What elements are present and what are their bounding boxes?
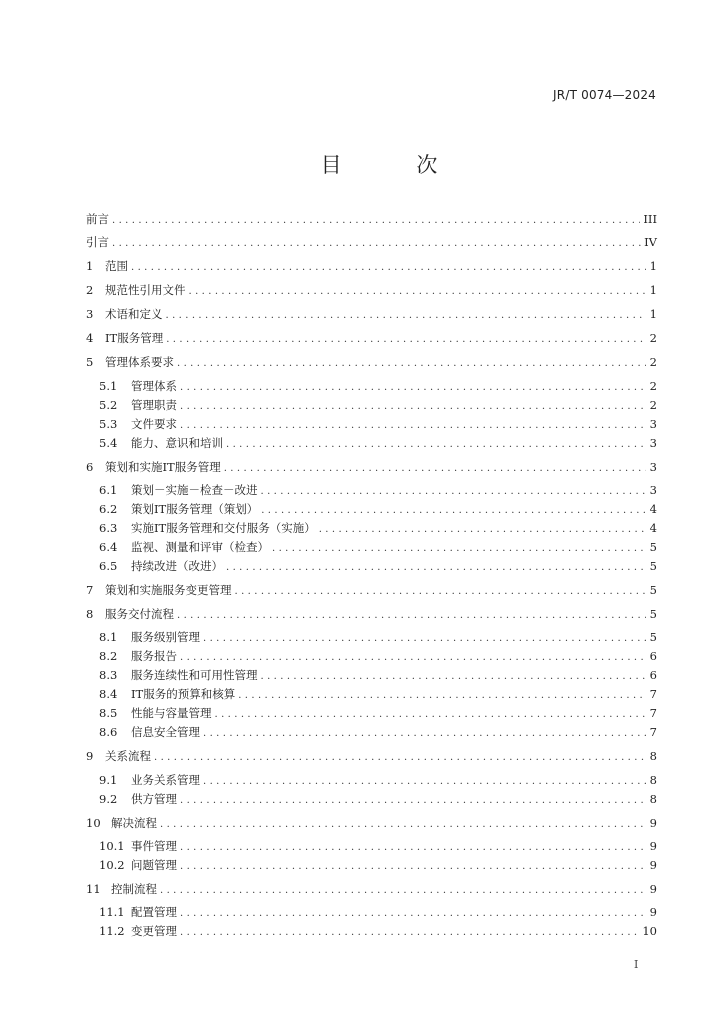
toc-entry-label: 引言 <box>86 235 109 249</box>
toc-entry-number: 10 <box>86 816 101 830</box>
toc-entry-number: 9.1 <box>99 773 118 787</box>
toc-entry[interactable] <box>99 771 657 789</box>
toc-entry-number: 5.3 <box>99 417 118 431</box>
page-number: I <box>634 958 639 971</box>
toc-entry[interactable] <box>99 557 657 575</box>
toc-entry-number: 8.5 <box>99 706 118 720</box>
toc-entry[interactable] <box>99 628 657 646</box>
toc-entry[interactable] <box>86 329 657 347</box>
toc-leader-dots <box>180 400 646 414</box>
toc-entry-number: 6.1 <box>99 483 118 497</box>
toc-entry-page: 4 <box>649 502 657 516</box>
toc-leader-dots <box>177 357 646 371</box>
toc-leader-dots <box>131 261 646 275</box>
toc-entry-label: IT服务管理 <box>105 331 164 345</box>
toc-entry-label: 服务级别管理 <box>131 630 200 644</box>
toc-leader-dots <box>203 632 646 646</box>
toc-entry-page: 5 <box>649 540 657 554</box>
toc-leader-dots <box>189 285 647 299</box>
toc-entry[interactable] <box>86 281 657 299</box>
toc-entry-page: 5 <box>649 607 657 621</box>
toc-entry[interactable] <box>99 434 657 452</box>
toc-entry-label: 供方管理 <box>131 792 177 806</box>
toc-entry-label: 信息安全管理 <box>131 725 200 739</box>
toc-entry-label: 服务连续性和可用性管理 <box>131 668 258 682</box>
toc-leader-dots <box>261 485 647 499</box>
toc-entry[interactable] <box>86 605 657 623</box>
toc-entry-label: 管理体系 <box>131 379 177 393</box>
toc-entry-page: 2 <box>649 398 657 412</box>
toc-entry-label: 性能与容量管理 <box>131 706 212 720</box>
toc-leader-dots <box>180 651 646 665</box>
toc-leader-dots <box>180 907 646 921</box>
toc-entry-page: 5 <box>649 630 657 644</box>
toc-entry[interactable] <box>99 481 657 499</box>
toc-entry-page: 6 <box>649 668 657 682</box>
toc-leader-dots <box>203 727 646 741</box>
toc-entry[interactable] <box>99 704 657 722</box>
toc-entry-page: IV <box>644 235 657 249</box>
toc-entry[interactable] <box>86 257 657 275</box>
toc-entry[interactable] <box>86 880 657 898</box>
toc-entry-label: 文件要求 <box>131 417 177 431</box>
toc-entry-label: 策划和实施服务变更管理 <box>105 583 232 597</box>
toc-entry-page: 9 <box>649 858 657 872</box>
toc-entry[interactable] <box>86 747 657 765</box>
toc-leader-dots <box>166 333 646 347</box>
toc-leader-dots <box>261 670 647 684</box>
toc-entry-number: 3 <box>86 307 94 321</box>
toc-entry[interactable] <box>99 685 657 703</box>
toc-leader-dots <box>238 689 646 703</box>
toc-entry-label: 配置管理 <box>131 905 177 919</box>
toc-entry-number: 8.3 <box>99 668 118 682</box>
toc-entry-page: 9 <box>649 882 657 896</box>
toc-leader-dots <box>319 523 646 537</box>
toc-entry-page: III <box>643 212 657 226</box>
toc-entry-label: 术语和定义 <box>105 307 163 321</box>
toc-entry-label: 服务交付流程 <box>105 607 174 621</box>
toc-entry[interactable] <box>99 538 657 556</box>
toc-entry-label: 服务报告 <box>131 649 177 663</box>
toc-entry-label: 能力、意识和培训 <box>131 436 223 450</box>
toc-entry-number: 8.4 <box>99 687 118 701</box>
toc-leader-dots <box>160 884 646 898</box>
toc-entry-label: 控制流程 <box>111 882 157 896</box>
toc-entry-number: 2 <box>86 283 94 297</box>
standard-code: JR/T 0074—2024 <box>553 88 656 102</box>
toc-entry[interactable] <box>99 790 657 808</box>
toc-entry-page: 2 <box>649 355 657 369</box>
toc-entry[interactable] <box>99 837 657 855</box>
toc-entry-page: 2 <box>649 379 657 393</box>
toc-entry-number: 6.3 <box>99 521 118 535</box>
toc-entry-label: 监视、测量和评审（检查） <box>131 540 269 554</box>
toc-entry-label: 规范性引用文件 <box>105 283 186 297</box>
toc-entry-page: 2 <box>649 331 657 345</box>
toc-leader-dots <box>180 926 639 940</box>
toc-entry-page: 8 <box>649 749 657 763</box>
toc-entry-number: 8 <box>86 607 94 621</box>
toc-entry[interactable] <box>99 647 657 665</box>
toc-entry-page: 9 <box>649 839 657 853</box>
toc-entry-label: 问题管理 <box>131 858 177 872</box>
toc-entry[interactable] <box>99 723 657 741</box>
toc-entry[interactable] <box>86 305 657 323</box>
toc-entry-number: 11.1 <box>99 905 125 919</box>
toc-entry-label: 管理体系要求 <box>105 355 174 369</box>
toc-entry[interactable] <box>99 856 657 874</box>
toc-entry-page: 9 <box>649 816 657 830</box>
toc-entry-number: 5.2 <box>99 398 118 412</box>
toc-entry-number: 5 <box>86 355 94 369</box>
toc-leader-dots <box>180 841 646 855</box>
toc-leader-dots <box>180 860 646 874</box>
toc-leader-dots <box>261 504 646 518</box>
toc-entry-label: 策划IT服务管理（策划） <box>131 502 259 516</box>
toc-entry[interactable] <box>99 903 657 921</box>
toc-entry[interactable] <box>86 458 657 476</box>
toc-entry-number: 6.5 <box>99 559 118 573</box>
toc-entry-number: 6.2 <box>99 502 118 516</box>
toc-entry-label: 实施IT服务管理和交付服务（实施） <box>131 521 316 535</box>
toc-leader-dots <box>112 237 641 251</box>
toc-entry-label: 管理职责 <box>131 398 177 412</box>
toc-entry[interactable] <box>86 353 657 371</box>
toc-entry-label: 前言 <box>86 212 109 226</box>
toc-entry-number: 10.2 <box>99 858 125 872</box>
toc-entry-page: 1 <box>649 283 657 297</box>
toc-entry[interactable] <box>99 415 657 433</box>
toc-entry-page: 7 <box>649 687 657 701</box>
toc-leader-dots <box>226 438 646 452</box>
toc-entry[interactable] <box>86 814 657 832</box>
toc-entry-page: 5 <box>649 583 657 597</box>
toc-leader-dots <box>112 214 640 228</box>
toc-entry-number: 10.1 <box>99 839 125 853</box>
toc-entry-number: 11 <box>86 882 101 896</box>
toc-leader-dots <box>154 751 646 765</box>
toc-leader-dots <box>226 561 646 575</box>
toc-entry[interactable] <box>99 377 657 395</box>
toc-entry[interactable] <box>86 581 657 599</box>
toc-entry[interactable] <box>99 396 657 414</box>
toc-leader-dots <box>180 381 646 395</box>
toc-leader-dots <box>215 708 647 722</box>
toc-entry-page: 7 <box>649 706 657 720</box>
toc-entry-label: 关系流程 <box>105 749 151 763</box>
toc-entry-label: 事件管理 <box>131 839 177 853</box>
toc-entry-number: 5.1 <box>99 379 118 393</box>
toc-entry-label: 策划和实施IT服务管理 <box>105 460 221 474</box>
toc-entry-page: 8 <box>649 792 657 806</box>
toc-entry[interactable] <box>86 210 657 228</box>
toc-leader-dots <box>272 542 646 556</box>
toc-entry[interactable] <box>99 500 657 518</box>
toc-entry-number: 6 <box>86 460 94 474</box>
toc-entry-label: 策划－实施－检查－改进 <box>131 483 258 497</box>
toc-entry-page: 1 <box>649 259 657 273</box>
toc-entry-label: 变更管理 <box>131 924 177 938</box>
page-title: 目 次 <box>320 153 472 177</box>
toc-entry-page: 7 <box>649 725 657 739</box>
toc-entry-number: 7 <box>86 583 94 597</box>
toc-entry-page: 3 <box>649 417 657 431</box>
toc-entry-number: 5.4 <box>99 436 118 450</box>
toc-entry-page: 3 <box>649 483 657 497</box>
toc-leader-dots <box>166 309 647 323</box>
toc-entry-number: 8.6 <box>99 725 118 739</box>
toc-entry[interactable] <box>99 922 657 940</box>
toc-leader-dots <box>177 609 646 623</box>
toc-entry-number: 9.2 <box>99 792 118 806</box>
toc-leader-dots <box>180 794 646 808</box>
toc-entry-page: 6 <box>649 649 657 663</box>
toc-entry-number: 8.1 <box>99 630 118 644</box>
toc-entry-label: IT服务的预算和核算 <box>131 687 236 701</box>
toc-entry-page: 9 <box>649 905 657 919</box>
toc-entry-page: 10 <box>642 924 657 938</box>
toc-entry-number: 6.4 <box>99 540 118 554</box>
toc-entry-number: 11.2 <box>99 924 125 938</box>
toc-entry-number: 1 <box>86 259 94 273</box>
toc-leader-dots <box>235 585 647 599</box>
toc-entry-page: 4 <box>649 521 657 535</box>
toc-entry-page: 8 <box>649 773 657 787</box>
toc-entry-page: 3 <box>649 436 657 450</box>
toc-entry-page: 5 <box>649 559 657 573</box>
toc-leader-dots <box>180 419 646 433</box>
toc-entry[interactable] <box>99 666 657 684</box>
toc-entry-label: 范围 <box>105 259 128 273</box>
toc-entry-label: 持续改进（改进） <box>131 559 223 573</box>
toc-entry-number: 4 <box>86 331 94 345</box>
toc-entry-number: 8.2 <box>99 649 118 663</box>
toc-entry-page: 1 <box>649 307 657 321</box>
toc-entry[interactable] <box>86 233 657 251</box>
toc-leader-dots <box>224 462 646 476</box>
toc-entry-label: 解决流程 <box>111 816 157 830</box>
toc-leader-dots <box>160 818 646 832</box>
toc-entry-label: 业务关系管理 <box>131 773 200 787</box>
toc-entry-number: 9 <box>86 749 94 763</box>
toc-entry-page: 3 <box>649 460 657 474</box>
toc-leader-dots <box>203 775 646 789</box>
toc-entry[interactable] <box>99 519 657 537</box>
